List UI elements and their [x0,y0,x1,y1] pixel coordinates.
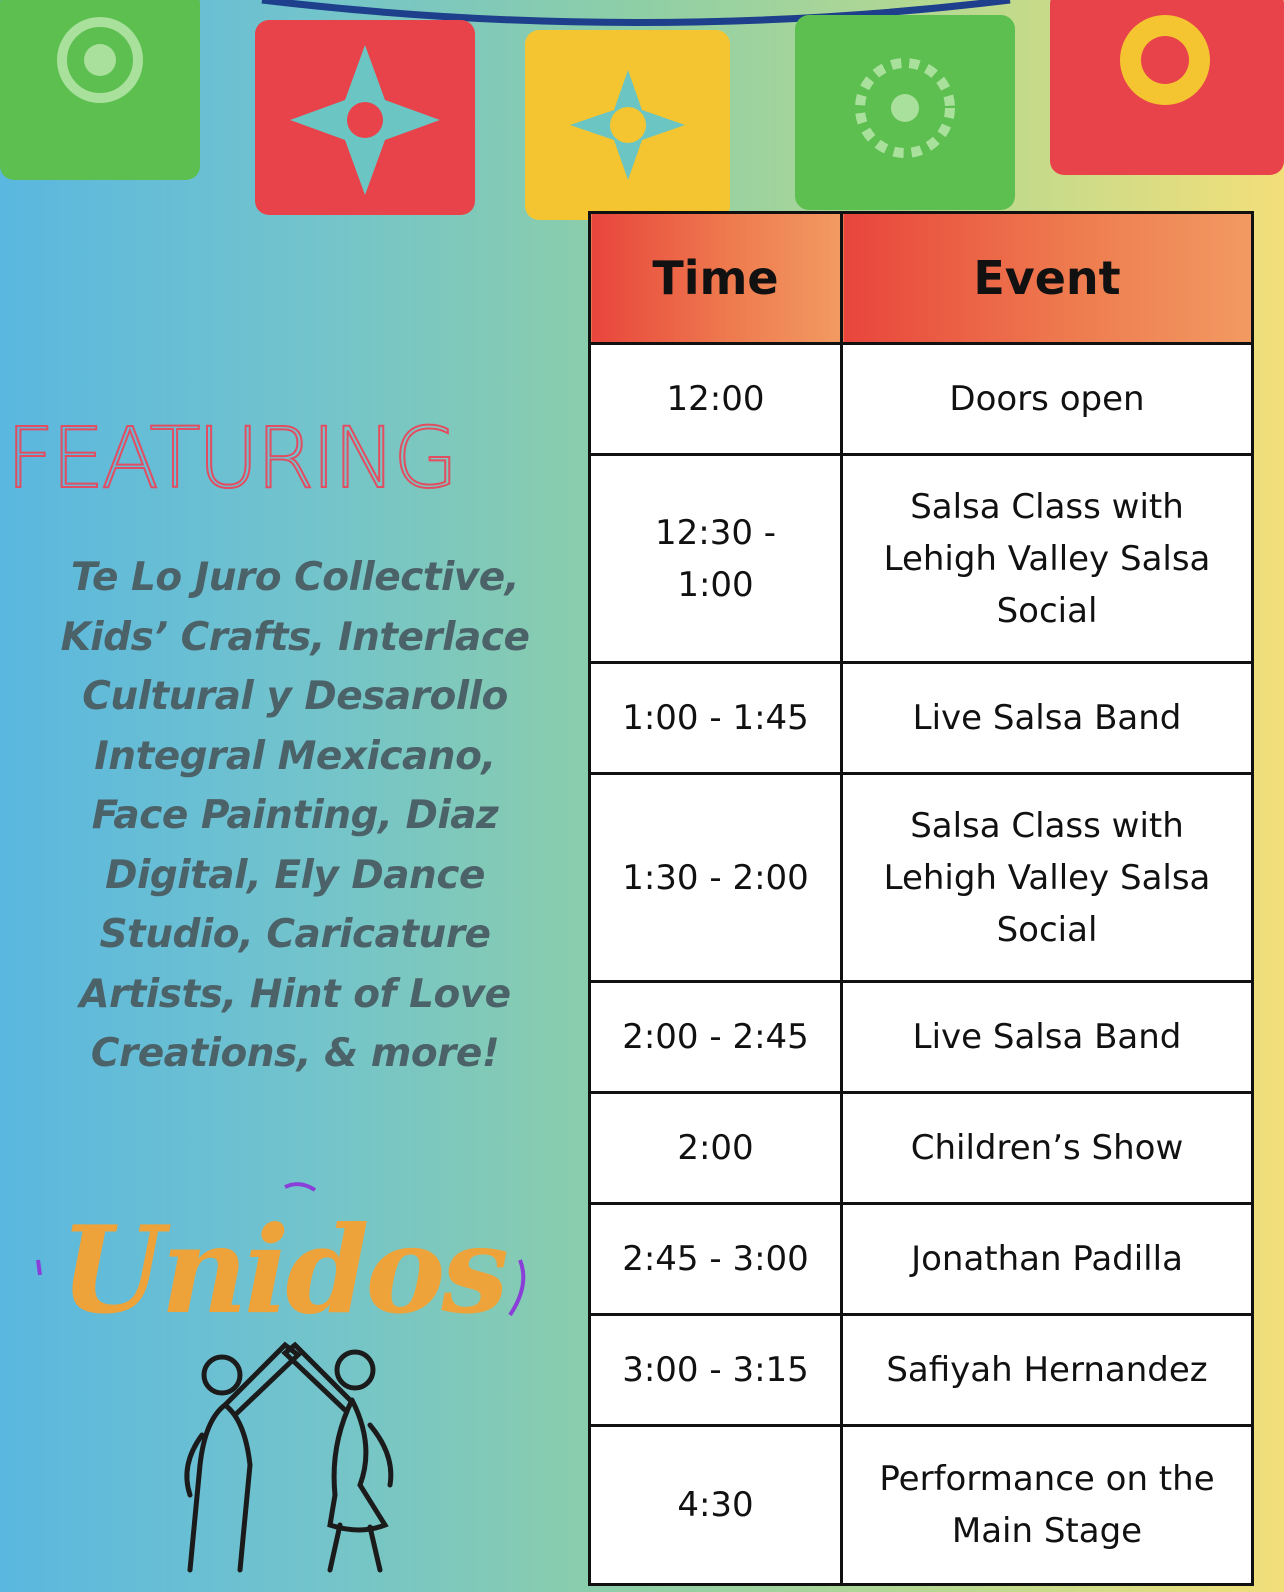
event-cell-line: Jonathan Padilla [911,1239,1183,1280]
time-cell [590,982,842,1093]
event-cell [842,454,1253,662]
time-cell [590,1093,842,1204]
featuring-line: Integral Mexicano, [94,733,496,779]
schedule-header-row [590,213,1253,344]
time-cell-line: 2:45 - 3:00 [622,1239,809,1280]
time-cell [590,1204,842,1315]
unidos-logo-text: Unidos [60,1200,505,1341]
time-cell-line: 4:30 [677,1484,754,1525]
featuring-line: Creations, & more! [90,1031,500,1076]
featuring-list [30,548,560,1084]
event-cell [842,1425,1253,1584]
papel-picado-banner [0,0,1284,240]
featuring-line: Artists, Hint of Love [79,971,511,1017]
featuring-line: Digital, Ely Dance [105,852,485,898]
time-cell-line: 1:00 - 1:45 [622,698,809,739]
schedule-row [590,982,1253,1093]
event-cell-line: Live Salsa Band [912,1017,1182,1058]
featuring-line: Studio, Caricature [99,912,491,957]
event-cell [842,774,1253,982]
event-cell-line: Children’s Show [910,1128,1184,1169]
time-cell-line: 1:30 - 2:00 [622,857,809,898]
schedule-row [590,1093,1253,1204]
time-cell-line: 12:00 [666,378,765,419]
time-cell-line: 2:00 - 2:45 [622,1017,809,1058]
event-cell [842,663,1253,774]
event-cell-line: Live Salsa Band [912,698,1182,739]
event-cell [842,982,1253,1093]
schedule-row [590,1425,1253,1584]
flag-yellow-1 [525,30,730,220]
schedule-row [590,774,1253,982]
time-header: Time [590,213,842,344]
event-cell [842,1314,1253,1425]
event-cell-line: Lehigh Valley Salsa [883,538,1211,579]
schedule-row [590,344,1253,455]
event-cell-line: Main Stage [951,1510,1143,1551]
event-cell-line: Performance on the [879,1458,1215,1499]
event-cell-line: Doors open [949,378,1145,419]
time-cell [590,454,842,662]
time-cell-line: 12:30 - [654,512,777,553]
time-cell-line: 2:00 [677,1128,754,1169]
time-cell [590,344,842,455]
event-cell [842,1204,1253,1315]
event-cell-line: Lehigh Valley Salsa [883,857,1211,898]
time-cell [590,663,842,774]
schedule-row [590,454,1253,662]
event-cell-line: Salsa Class with [910,805,1184,846]
event-cell-line: Social [996,909,1098,950]
time-cell [590,1425,842,1584]
flag-red-1 [255,20,475,215]
schedule-table [588,211,1254,1586]
event-cell [842,344,1253,455]
time-cell [590,1314,842,1425]
flag-green-2 [795,15,1015,210]
time-cell-line: 3:00 - 3:15 [622,1349,809,1390]
featuring-line: Cultural y Desarollo [82,674,508,719]
featuring-line: Face Painting, Diaz [91,793,499,838]
event-cell-line: Safiyah Hernandez [886,1349,1208,1390]
event-cell-line: Salsa Class with [910,486,1184,527]
schedule-row [590,1314,1253,1425]
event-header: Event [842,213,1253,344]
time-cell [590,774,842,982]
dancing-couple-illustration [187,1345,391,1570]
flag-green-1 [0,0,200,180]
featuring-title: FEATURING [6,409,456,507]
time-cell-line: 1:00 [677,564,754,605]
flag-red-2 [1050,0,1284,175]
event-cell [842,1093,1253,1204]
schedule-row [590,663,1253,774]
schedule-row [590,1204,1253,1315]
featuring-line: Kids’ Crafts, Interlace [60,614,530,660]
event-cell-line: Social [996,590,1098,631]
featuring-line: Te Lo Juro Collective, [70,555,520,600]
